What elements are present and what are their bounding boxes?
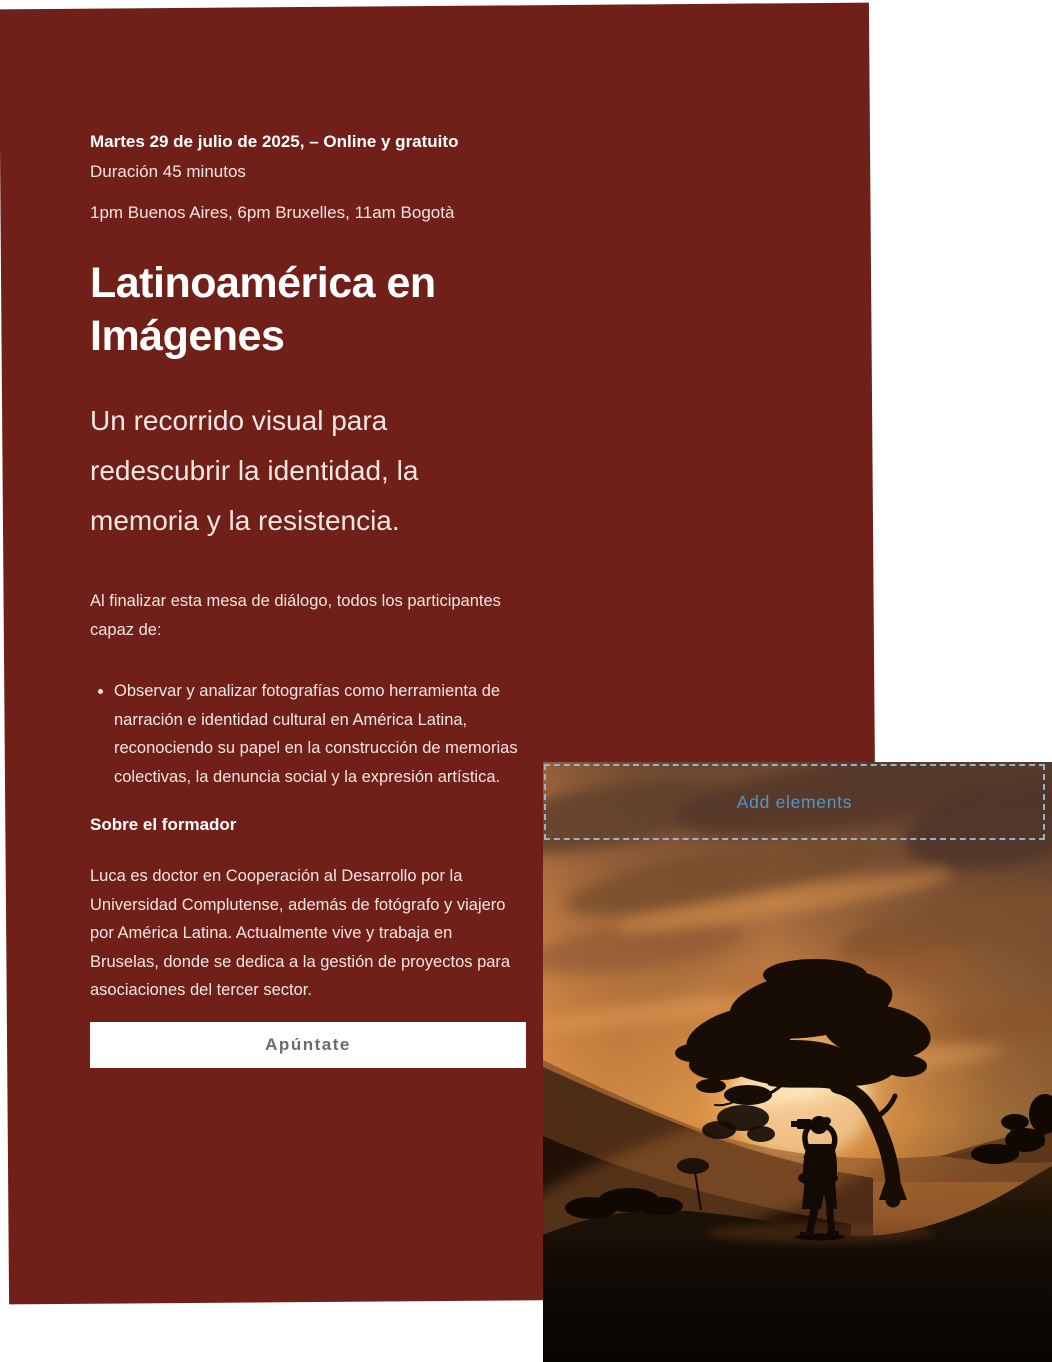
add-elements-label[interactable]: Add elements	[736, 791, 853, 812]
about-text: Luca es doctor en Cooperación al Desarrollo por la Universidad Complutense, además de fotógrafo y viajero por América Latina. Actualmente vive y trabaja en Bruselas, donde se dedica a la gestión de proyectos para asociaciones del tercer sector.	[90, 867, 511, 999]
signup-button[interactable]: Apúntate	[90, 1022, 526, 1068]
sunset-photo-graphic	[543, 762, 1052, 1362]
event-title: Latinoamérica en Imágenes	[90, 259, 436, 360]
add-elements-dropzone[interactable]	[544, 764, 1045, 840]
sunset-photo[interactable]	[543, 762, 1052, 1362]
event-details	[90, 0, 528, 1068]
about-heading: Sobre el formador	[90, 815, 237, 834]
event-subtitle: Un recorrido visual para redescubrir la identidad, la memoria y la resistencia.	[90, 405, 419, 536]
outcome-item: • Observar y analizar fotografías como herramienta de narración e identidad cultural en América Latina, reconociendo su papel en la construcción de memorias colectivas, la denuncia social y la expresión artística.	[114, 677, 528, 791]
event-date: Martes 29 de julio de 2025, – Online y gratuito	[90, 132, 459, 151]
outcomes-list	[90, 677, 528, 791]
event-duration: Duración 45 minutos	[90, 162, 246, 181]
event-timezones: 1pm Buenos Aires, 6pm Bruxelles, 11am Bogotà	[90, 203, 455, 222]
outcomes-intro: Al finalizar esta mesa de diálogo, todos los participantes capaz de:	[90, 592, 501, 639]
